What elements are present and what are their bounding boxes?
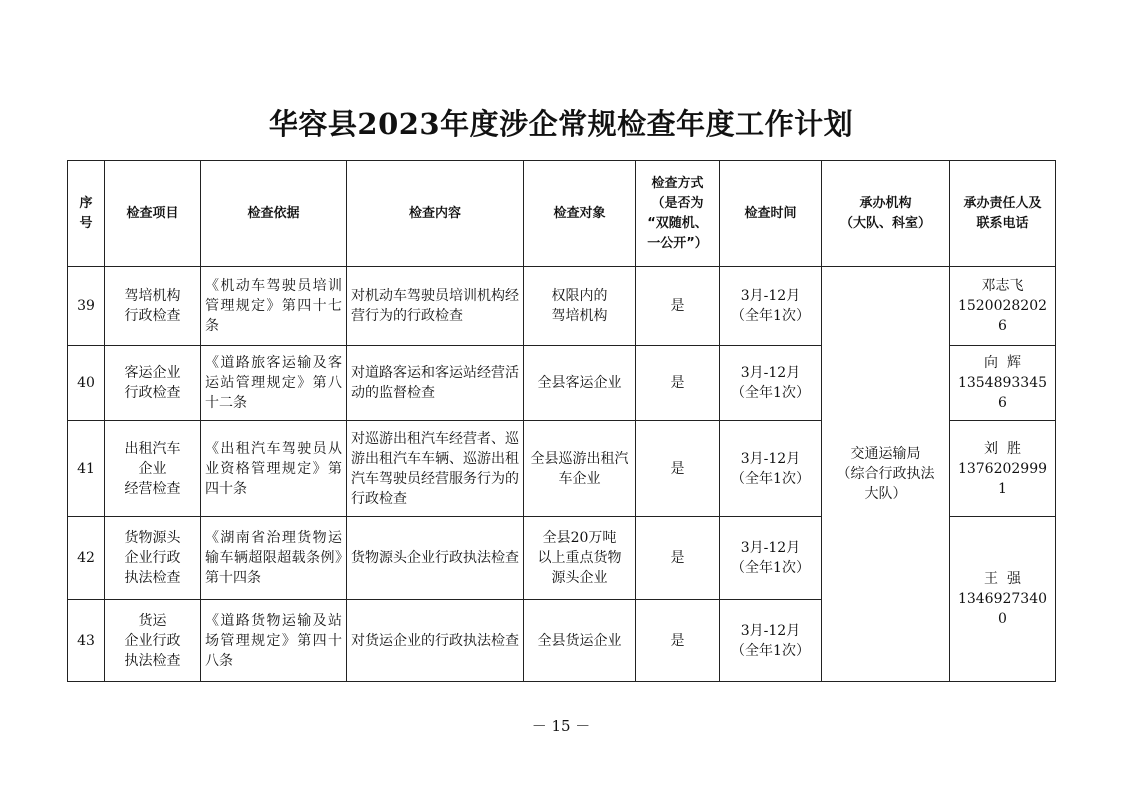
row-inspection-time: 3月-12月 （全年1次） — [720, 346, 822, 421]
table-header-row — [68, 161, 1056, 267]
row-inspection-target: 权限内的 驾培机构 — [524, 267, 636, 346]
contact-name: 王 强 — [984, 571, 1021, 587]
row-inspection-content: 货物源头企业行政执法检查 — [347, 517, 524, 600]
contact-cell — [950, 517, 1056, 682]
row-inspection-basis: 《出租汽车驾驶员从业资格管理规定》第四十条 — [201, 421, 347, 517]
row-inspection-item: 驾培机构 行政检查 — [105, 267, 201, 346]
row-inspection-time: 3月-12月 （全年1次） — [720, 421, 822, 517]
row-inspection-method: 是 — [636, 267, 720, 346]
contact-cell — [950, 267, 1056, 346]
contact-phone: 13548933456 — [957, 375, 1048, 411]
row-inspection-target: 全县20万吨 以上重点货物 源头企业 — [524, 517, 636, 600]
row-serial-no: 43 — [68, 600, 105, 682]
contact-name: 向 辉 — [984, 355, 1021, 371]
inspection-plan-table — [67, 160, 1056, 682]
row-inspection-basis: 《湖南省治理货物运输车辆超限超载条例》第十四条 — [201, 517, 347, 600]
header-inspection-target: 检查对象 — [524, 161, 636, 267]
row-inspection-content: 对巡游出租汽车经营者、巡游出租汽车车辆、巡游出租汽车驾驶员经营服务行为的行政检查 — [347, 421, 524, 517]
row-inspection-method: 是 — [636, 600, 720, 682]
row-inspection-content: 对道路客运和客运站经营活动的监督检查 — [347, 346, 524, 421]
row-inspection-item: 出租汽车 企业 经营检查 — [105, 421, 201, 517]
row-inspection-time: 3月-12月 （全年1次） — [720, 517, 822, 600]
header-inspection-content: 检查内容 — [347, 161, 524, 267]
contact-name: 刘 胜 — [984, 440, 1021, 457]
contact-phone: 15200282026 — [957, 298, 1048, 334]
agency-cell: 交通运输局 （综合行政执法 大队） — [822, 267, 950, 682]
header-inspection-item: 检查项目 — [105, 161, 201, 267]
row-serial-no: 39 — [68, 267, 105, 346]
row-inspection-target: 全县货运企业 — [524, 600, 636, 682]
document-title: 华容县2023年度涉企常规检查年度工作计划 — [268, 107, 854, 141]
row-inspection-item: 货物源头 企业行政 执法检查 — [105, 517, 201, 600]
contact-phone: 13469273400 — [957, 591, 1048, 627]
row-inspection-target: 全县客运企业 — [524, 346, 636, 421]
row-inspection-basis: 《道路货物运输及站场管理规定》第四十八条 — [201, 600, 347, 682]
row-inspection-time: 3月-12月 （全年1次） — [720, 267, 822, 346]
contact-name: 邓志飞 — [981, 278, 1024, 294]
contact-phone: 13762029991 — [957, 460, 1048, 497]
table-row — [68, 267, 1056, 346]
header-contact: 承办责任人及 联系电话 — [950, 161, 1056, 267]
row-inspection-method: 是 — [636, 517, 720, 600]
page-number: － 15 － — [531, 717, 591, 735]
row-inspection-time: 3月-12月 （全年1次） — [720, 600, 822, 682]
row-inspection-content: 对机动车驾驶员培训机构经营行为的行政检查 — [347, 267, 524, 346]
header-agency: 承办机构 （大队、科室） — [822, 161, 950, 267]
header-inspection-method: 检查方式 （是否为 “双随机、 一公开”） — [636, 161, 720, 267]
row-serial-no: 42 — [68, 517, 105, 600]
contact-cell — [950, 346, 1056, 421]
contact-cell — [950, 421, 1056, 517]
row-inspection-basis: 《道路旅客运输及客运站管理规定》第八十二条 — [201, 346, 347, 421]
header-inspection-time: 检查时间 — [720, 161, 822, 267]
row-inspection-basis: 《机动车驾驶员培训管理规定》第四十七条 — [201, 267, 347, 346]
header-serial-no: 序 号 — [68, 161, 105, 267]
row-inspection-target: 全县巡游出租汽车企业 — [524, 421, 636, 517]
row-inspection-item: 客运企业 行政检查 — [105, 346, 201, 421]
row-inspection-item: 货运 企业行政 执法检查 — [105, 600, 201, 682]
header-inspection-basis: 检查依据 — [201, 161, 347, 267]
row-inspection-method: 是 — [636, 421, 720, 517]
row-serial-no: 41 — [68, 421, 105, 517]
row-serial-no: 40 — [68, 346, 105, 421]
row-inspection-method: 是 — [636, 346, 720, 421]
row-inspection-content: 对货运企业的行政执法检查 — [347, 600, 524, 682]
